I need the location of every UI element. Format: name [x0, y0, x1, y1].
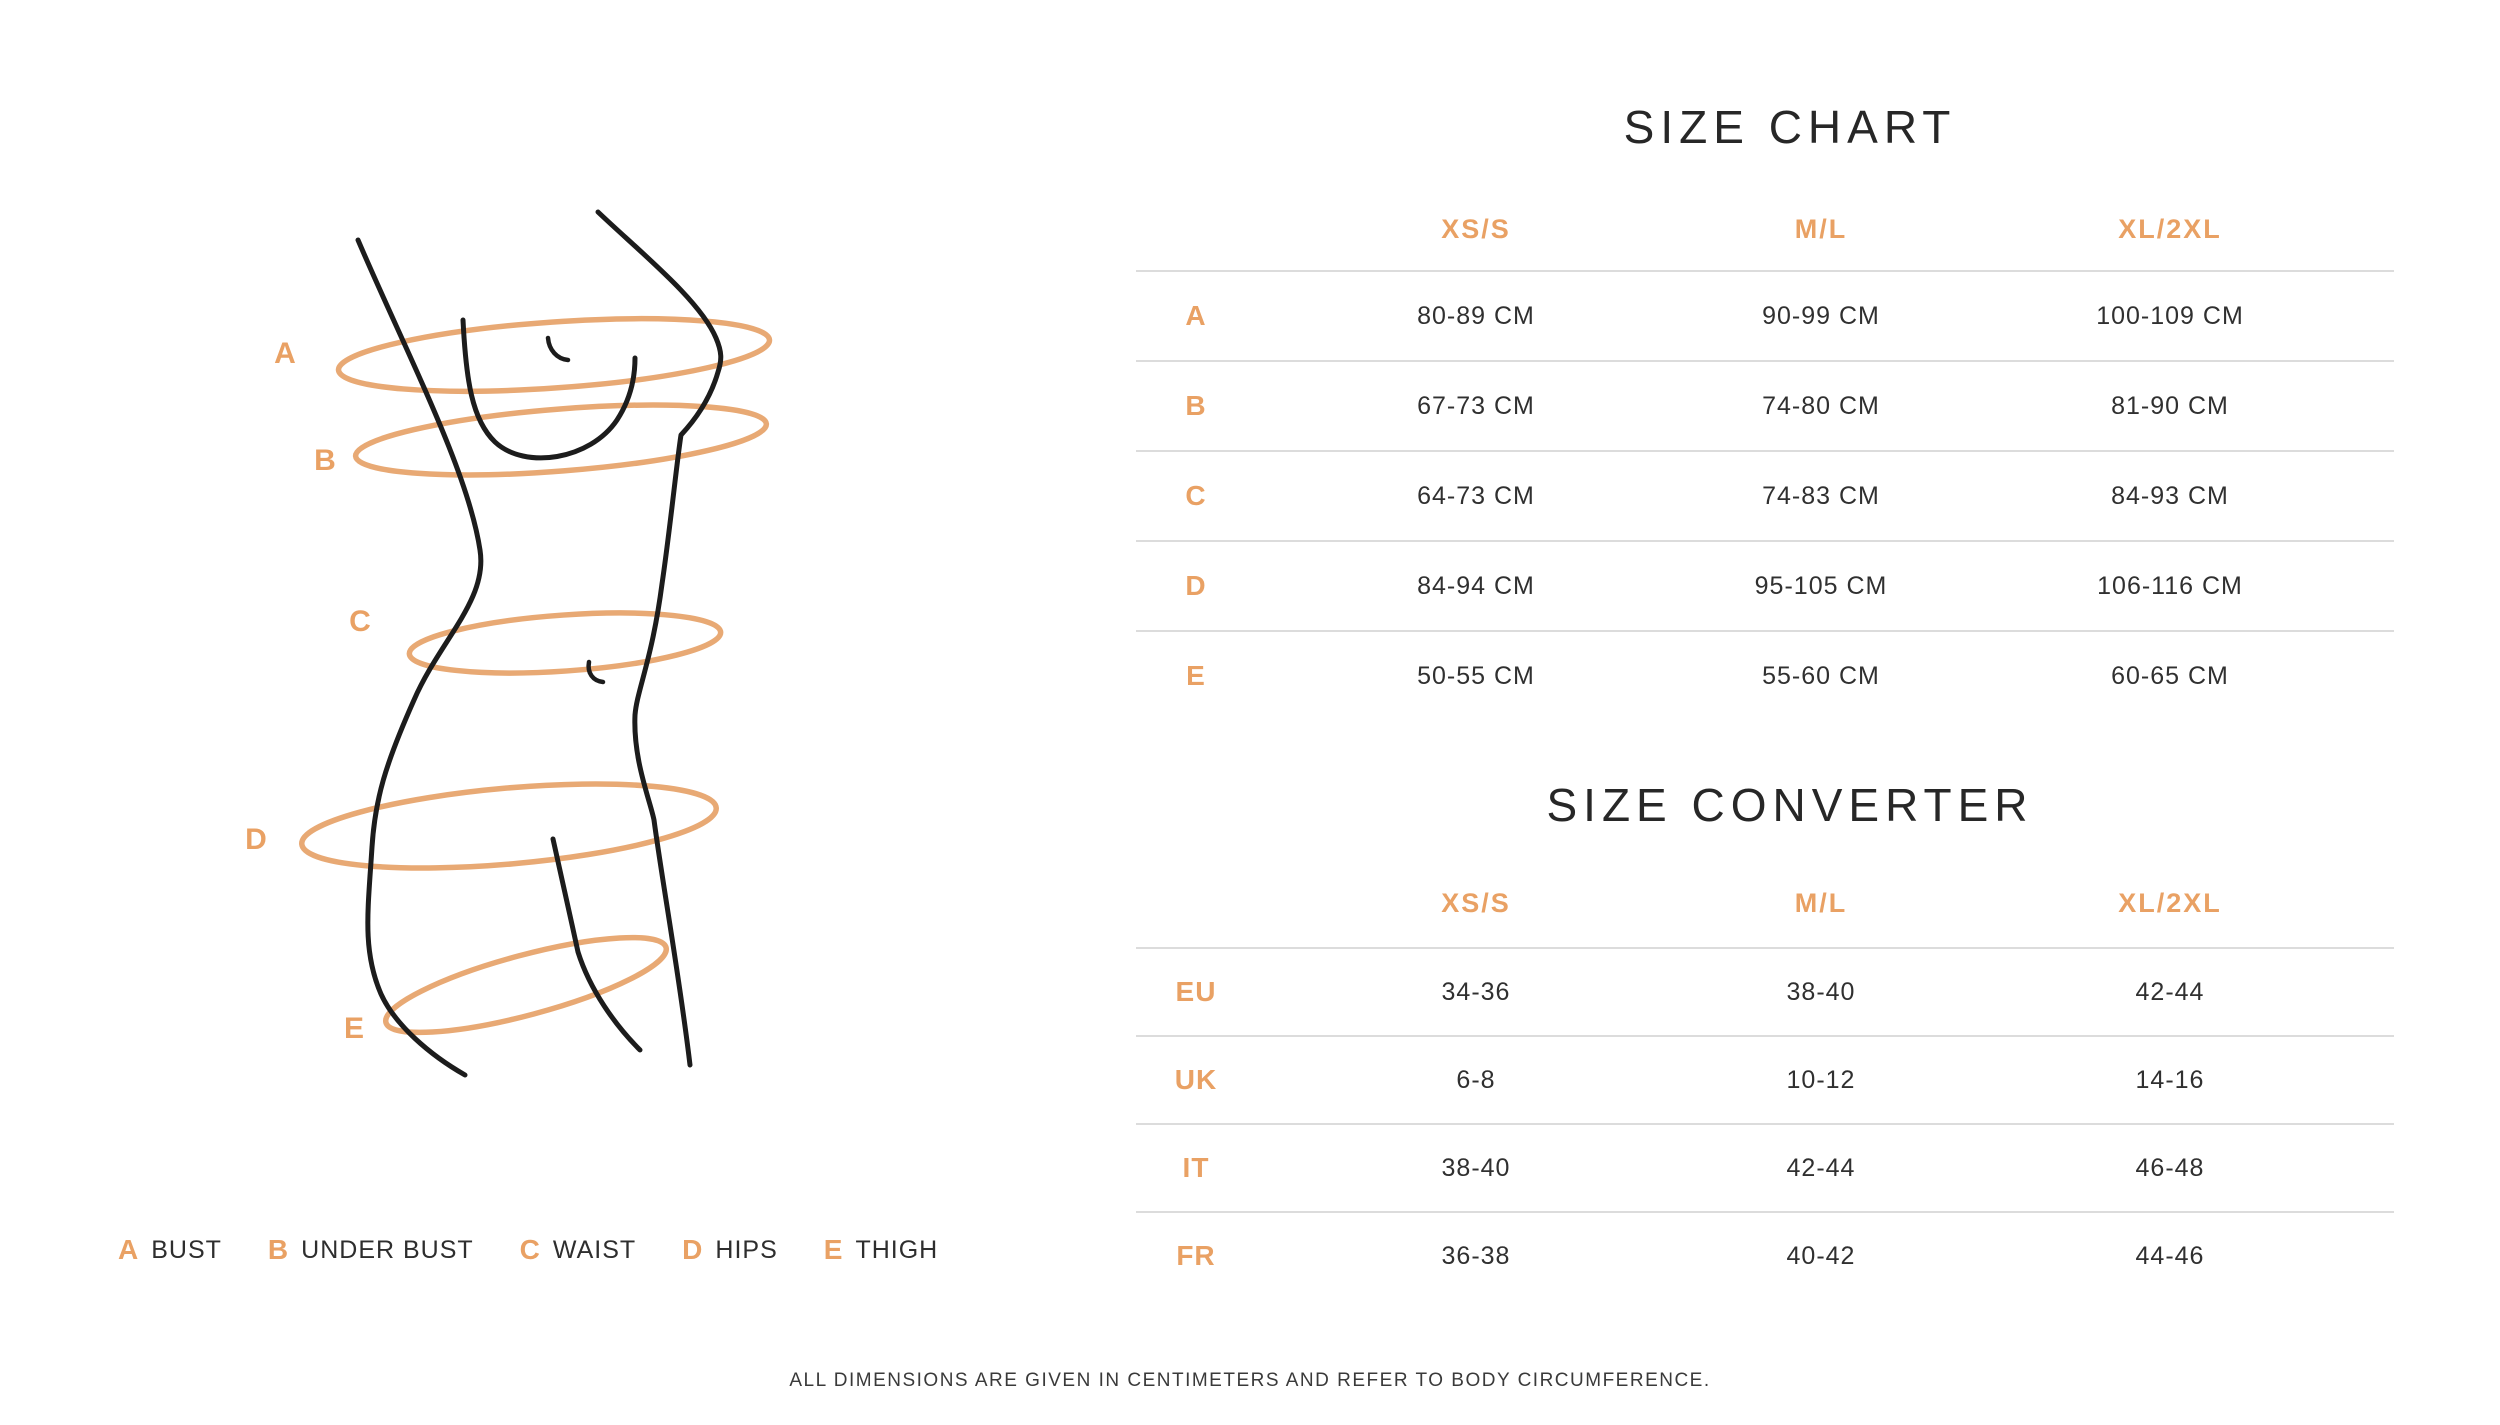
figure-label-c: C: [349, 605, 371, 638]
figure-label-a: A: [274, 337, 296, 370]
nipple-mark: [548, 338, 568, 360]
legend-key: D: [682, 1234, 704, 1265]
dimensions-footnote: ALL DIMENSIONS ARE GIVEN IN CENTIMETERS AND REFER TO BODY CIRCUMFERENCE.: [789, 1370, 1711, 1391]
figure-label-d: D: [245, 823, 267, 856]
table-row: [1136, 947, 2394, 1035]
legend-item-bust: [118, 1234, 222, 1266]
cell: 14-16: [2135, 1065, 2205, 1094]
cell: 36-38: [1441, 1241, 1511, 1270]
cell: 38-40: [1441, 1153, 1511, 1182]
table-row: [1136, 450, 2394, 540]
row-label: IT: [1182, 1152, 1210, 1183]
legend-word: HIPS: [715, 1235, 778, 1264]
row-label: E: [1186, 660, 1206, 691]
cell: 80-89 CM: [1417, 301, 1535, 330]
size-chart-header-row: [1136, 188, 2394, 270]
cell: 34-36: [1441, 977, 1511, 1006]
table-row: [1136, 360, 2394, 450]
column-header-xs-s: XS/S: [1441, 213, 1511, 244]
size-converter-title: SIZE CONVERTER: [1546, 779, 2034, 831]
cell: 106-116 CM: [2097, 571, 2243, 600]
figure-labels: [245, 337, 371, 1045]
table-row: [1136, 1123, 2394, 1211]
column-header-m-l: M/L: [1794, 888, 1848, 918]
row-label: B: [1185, 390, 1207, 421]
legend-item-hips: [682, 1234, 778, 1266]
waist-ellipse: [407, 604, 722, 682]
column-header-xs-s: XS/S: [1441, 888, 1511, 918]
legend-key: B: [267, 1234, 290, 1265]
legend-key: E: [823, 1234, 844, 1265]
cell: 44-46: [2135, 1241, 2205, 1270]
size-converter-header-row: [1136, 860, 2394, 947]
legend-word: WAIST: [552, 1235, 637, 1264]
legend-item-under-bust: [268, 1234, 474, 1266]
legend-key: A: [118, 1234, 140, 1265]
cell: 67-73 CM: [1417, 391, 1535, 420]
row-label: EU: [1175, 976, 1217, 1007]
cell: 81-90 CM: [2111, 391, 2229, 420]
row-label: UK: [1174, 1064, 1218, 1095]
cell: 42-44: [1786, 1153, 1856, 1182]
figure-label-e: E: [343, 1012, 365, 1045]
table-row: [1136, 1035, 2394, 1123]
body-left-contour: [358, 240, 481, 1075]
under-bust-ellipse: [353, 393, 769, 487]
cell: 74-80 CM: [1762, 391, 1880, 420]
table-row: [1136, 630, 2394, 720]
measurement-legend: [118, 1234, 938, 1266]
row-label: C: [1185, 480, 1207, 511]
cell: 60-65 CM: [2111, 661, 2229, 690]
size-chart-title: SIZE CHART: [1623, 101, 1957, 153]
size-chart-table: [1136, 188, 2394, 720]
legend-key: C: [519, 1234, 541, 1265]
row-label: A: [1185, 300, 1207, 331]
cell: 84-93 CM: [2111, 481, 2229, 510]
table-row: [1136, 540, 2394, 630]
legend-word: UNDER BUST: [301, 1235, 474, 1264]
row-label: FR: [1176, 1240, 1216, 1271]
column-header-xl-2xl: XL/2XL: [2118, 213, 2222, 244]
cell: 100-109 CM: [2096, 301, 2244, 330]
cell: 6-8: [1456, 1065, 1496, 1094]
row-label: D: [1185, 570, 1207, 601]
cell: 64-73 CM: [1417, 481, 1535, 510]
cell: 55-60 CM: [1762, 661, 1880, 690]
size-converter-table: [1136, 860, 2394, 1299]
cell: 42-44: [2135, 977, 2205, 1006]
body-measurement-illustration: [80, 120, 880, 1120]
cell: 95-105 CM: [1754, 571, 1888, 600]
cell: 84-94 CM: [1417, 571, 1535, 600]
table-row: [1136, 270, 2394, 360]
legend-item-waist: [520, 1234, 636, 1266]
cell: 74-83 CM: [1762, 481, 1880, 510]
legend-item-thigh: [824, 1234, 938, 1266]
cell: 40-42: [1786, 1241, 1856, 1270]
legend-word: BUST: [151, 1235, 222, 1264]
column-header-xl-2xl: XL/2XL: [2118, 888, 2222, 918]
cell: 38-40: [1786, 977, 1856, 1006]
figure-label-b: B: [314, 444, 336, 477]
table-row: [1136, 1211, 2394, 1299]
cell: 10-12: [1786, 1065, 1856, 1094]
column-header-m-l: M/L: [1794, 213, 1848, 244]
thigh-ellipse: [378, 918, 674, 1051]
cell: 50-55 CM: [1417, 661, 1535, 690]
navel-mark: [589, 662, 603, 682]
cell: 90-99 CM: [1762, 301, 1880, 330]
cell: 46-48: [2135, 1153, 2205, 1182]
legend-word: THIGH: [855, 1235, 939, 1264]
